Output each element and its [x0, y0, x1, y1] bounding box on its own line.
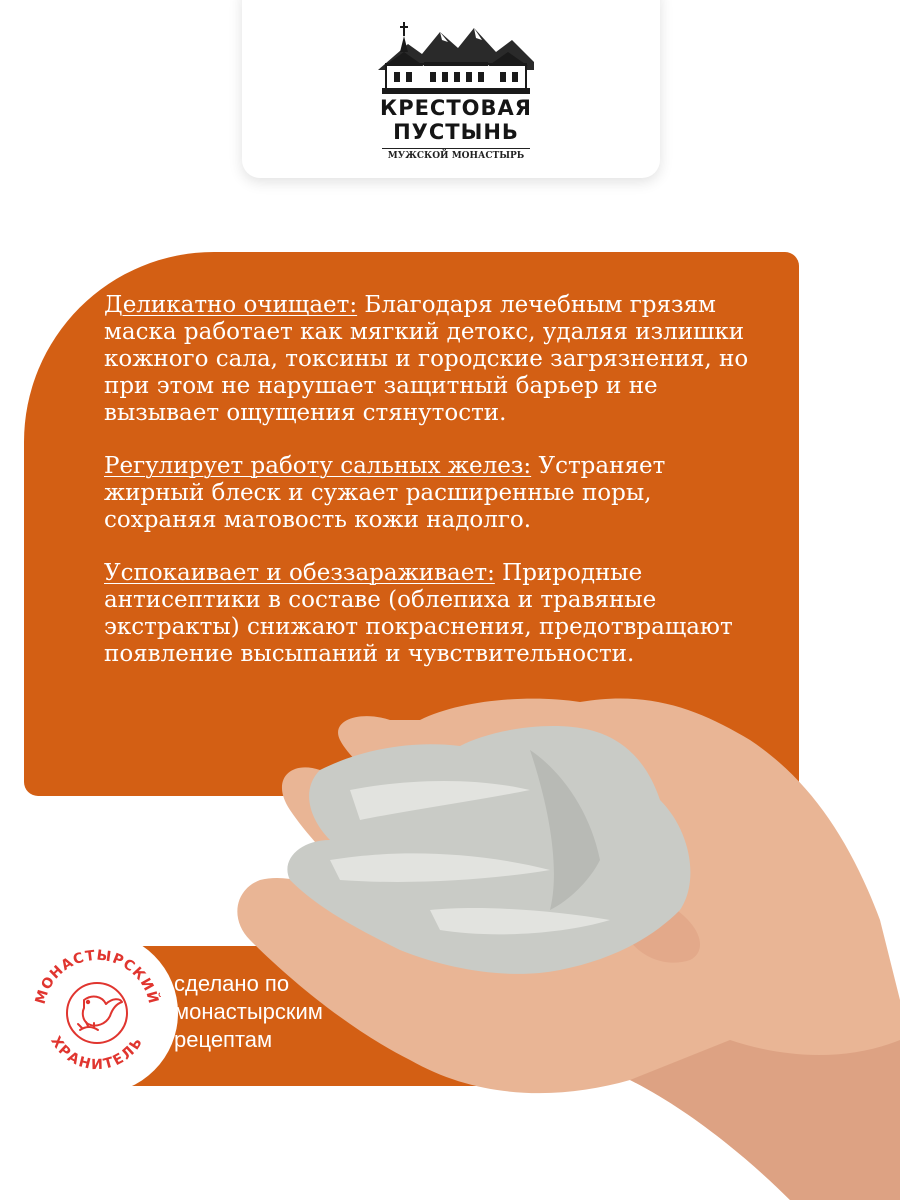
benefit-text: Устраняет жирный блеск и сужает расширенные поры, сохраняя матовость кожи надолго. [104, 453, 666, 533]
badge-arc-top: МОНАСТЫРСКИЙ [32, 947, 162, 1007]
logo-title-line1: КРЕСТОВАЯ [380, 96, 532, 120]
benefit-lead: Деликатно очищает: [104, 292, 358, 318]
logo-subtitle: МУЖСКОЙ МОНАСТЫРЬ [387, 151, 525, 161]
slogan-line: рецептам [174, 1027, 273, 1052]
benefit-item [104, 453, 764, 534]
badge-arc-bottom: ХРАНИТЕЛЬ [47, 1033, 147, 1074]
benefit-item [104, 560, 764, 668]
benefit-lead: Успокаивает и обеззараживает: [104, 560, 495, 586]
slogan-line: сделано по [174, 971, 290, 996]
benefit-item [104, 292, 764, 427]
slogan-line: монастырским [174, 999, 323, 1024]
logo-title-line2: ПУСТЫНЬ [393, 120, 519, 144]
benefit-lead: Регулирует работу сальных желез: [104, 453, 532, 479]
hand-with-clay-mask-image [230, 680, 900, 1200]
slogan-text [174, 970, 394, 1054]
monastery-mountains-icon [378, 18, 534, 98]
monastic-keeper-badge [22, 938, 172, 1088]
benefit-text: Благодаря лечебным грязям маска работает как мягкий детокс, удаляя излишки кожного сала, токсины и городские загрязнения, но при этом не нарушает защитный барьер и не вызывает ощущения стянутости. [104, 292, 749, 426]
benefit-text: Природные антисептики в составе (облепиха и травяные экстракты) снижают покраснения, предотвращают появление высыпаний и чувствительности. [104, 560, 733, 667]
benefits-list [104, 292, 764, 694]
logo-divider [382, 148, 530, 149]
